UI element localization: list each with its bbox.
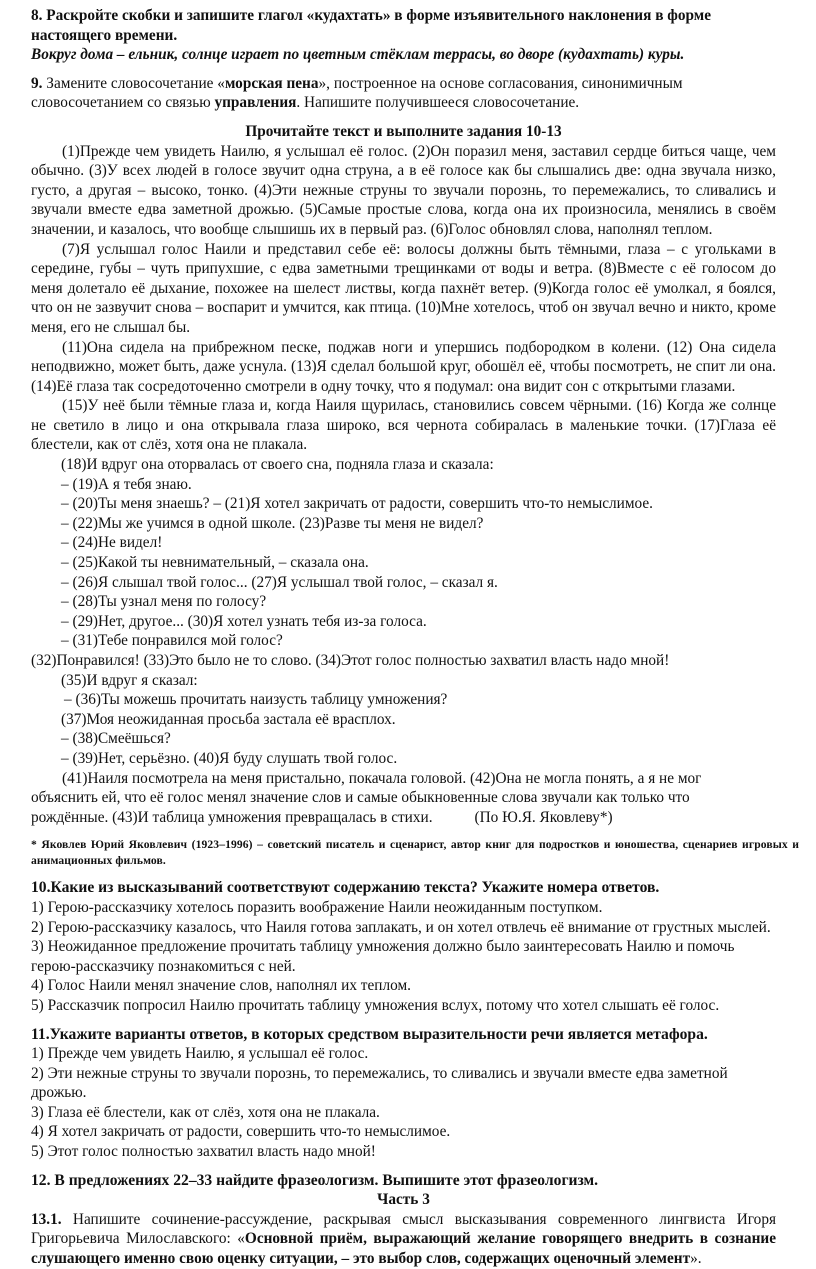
task-11-option: 4) Я хотел закричать от радости, совершить что-то немыслимое. [31, 1123, 451, 1141]
part-3-heading: Часть 3 [377, 1191, 430, 1209]
task-13-closing: ». [690, 1250, 702, 1268]
dialogue-line: – (24)Не видел! [61, 534, 163, 552]
text-paragraph: (15)У неё были тёмные глаза и, когда Наиля щурилась, становились совсем чёрными. (16) Когда же солнце не светило в лицо и она открывала глаза широко, вся чернота собиралась в маленькие точки. (17)Глаза её блестели, как от слёз, хотя она не плакала. [31, 397, 776, 454]
task-8-title: 8. Раскройте скобки и запишите глагол «кудахтать» в форме изъявительного наклонения в форме настоящего времени. [31, 7, 711, 44]
part-3 [31, 1190, 776, 1268]
task-11 [31, 1025, 776, 1162]
text-paragraph: (11)Она сидела на прибрежном песке, поджав ноги и упершись подбородком в колени. (12) Она сидела неподвижно, может быть, даже уснула. (13)Я сделал большой круг, обошёл её, чтобы посмотреть, не спит ли она. (14)Её глаза так сосредоточенно смотрели в одну точку, что я подумал: она видит сон с открытыми глазами. [31, 338, 776, 395]
task-8 [31, 6, 776, 65]
dialogue-line: – (39)Нет, серьёзно. (40)Я буду слушать твой голос. [61, 749, 398, 767]
task-10-option: 5) Рассказчик попросил Наилю прочитать таблицу умножения вслух, потому что хотел слышать её голос. [31, 996, 720, 1014]
task-9-phrase: морская пена [224, 74, 319, 92]
dialogue-line: – (28)Ты узнал меня по голосу? [61, 593, 267, 611]
task-9-number: 9. [31, 74, 43, 92]
task-11-option: 2) Эти нежные струны то звучали порознь, то перемежались, то сливались и звучали вместе едва заметной дрожью. [31, 1064, 728, 1102]
task-11-option: 5) Этот голос полностью захватил власть надо мной! [31, 1143, 376, 1161]
task-9-text-after: . Напишите получившееся словосочетание. [296, 94, 580, 112]
task-9-text-before: Замените словосочетание « [42, 74, 225, 92]
dialogue-line: (35)И вдруг я сказал: [61, 671, 198, 689]
task-10-option: 3) Неожиданное предложение прочитать таблицу умножения должно было заинтересовать Наилю и помочь герою-рассказчику познакомиться с ней. [31, 938, 735, 975]
task-13-number: 13.1. [31, 1210, 62, 1228]
dialogue-line: – (29)Нет, другое... (30)Я хотел узнать тебя из-за голоса. [61, 612, 427, 630]
task-11-option: 1) Прежде чем увидеть Наилю, я услышал её голос. [31, 1045, 369, 1063]
task-13-instruction: Напишите сочинение-рассуждение, раскрывая смысл высказывания современного лингвиста Игоря Григорьевича Милославского: « [31, 1210, 776, 1248]
task-10-option: 1) Герою-рассказчику хотелось поразить воображение Наили неожиданным поступком. [31, 898, 603, 916]
task-12 [31, 1171, 776, 1191]
document-page [31, 6, 799, 1269]
task-10-option: 4) Голос Наили менял значение слов, наполнял их теплом. [31, 977, 411, 995]
task-11-title: 11.Укажите варианты ответов, в которых средством выразительности речи является метафора. [31, 1025, 708, 1043]
task-10 [31, 878, 776, 1015]
dialogue-line: – (20)Ты меня знаешь? – (21)Я хотел закричать от радости, совершить что-то немыслимое. [61, 495, 653, 513]
task-13-quote: Основной приём, выражающий желание говорящего внедрить в сознание слушающего именно свою оценку ситуации, – это выбор слов, содержащих оценочный элемент [31, 1230, 776, 1268]
task-12-title: 12. В предложениях 22–33 найдите фразеологизм. Выпишите этот фразеологизм. [31, 1171, 599, 1189]
task-9-link-type: управления [214, 94, 297, 112]
task-9-text-middle: », построенное на основе согласования, синонимичным словосочетанием со связью [31, 74, 683, 112]
reading-heading: Прочитайте текст и выполните задания 10-13 [245, 122, 562, 140]
dialogue-line: – (38)Смеёшься? [61, 730, 171, 748]
dialogue-line: (32)Понравился! (33)Это было не то слово. (34)Этот голос полностью захватил власть надо мной! [31, 652, 670, 669]
dialogue-line: – (26)Я слышал твой голос... (27)Я услышал твой голос, – сказал я. [61, 573, 498, 591]
dialogue-line: (18)И вдруг она оторвалась от своего сна, подняла глаза и сказала: [61, 456, 494, 474]
task-10-title: 10.Какие из высказываний соответствуют содержанию текста? Укажите номера ответов. [31, 879, 660, 897]
text-final-paragraph [31, 769, 751, 828]
dialogue-line: – (19)А я тебя знаю. [61, 475, 192, 493]
task-9-text [31, 74, 776, 113]
dialogue-line: – (31)Тебе понравился мой голос? [61, 632, 283, 650]
task-9 [31, 74, 776, 113]
dialogue-line: – (22)Мы же учимся в одной школе. (23)Разве ты меня не видел? [61, 514, 484, 532]
task-11-option: 3) Глаза её блестели, как от слёз, хотя она не плакала. [31, 1103, 380, 1121]
final-paragraph-text: (41)Наиля посмотрела на меня пристально, покачала головой. (42)Она не могла понять, а я не мог объяснить ей, что её голос менял значение слов и самые обыкновенные слова звучали как только что рождённые. (43)И таблица умножения превращалась в стихи. [31, 769, 702, 826]
dialogue-line: – (25)Какой ты невнимательный, – сказала она. [61, 554, 369, 572]
task-10-option: 2) Герою-рассказчику казалось, что Наиля готова заплакать, и он хотел отвлечь её внимание от грустных мыслей. [31, 918, 771, 936]
dialogue-line: – (36)Ты можешь прочитать наизусть таблицу умножения? [64, 691, 448, 709]
text-paragraph: (1)Прежде чем увидеть Наилю, я услышал её голос. (2)Он поразил меня, заставил сердце биться чаще, чем обычно. (3)У всех людей в голосе звучит одна струна, а в её голосе как бы слышались две: одна звучала низко, густо, а другая – высоко, тонко. (4)Эти нежные струны то звучали порознь, то перемежались, то сливались и звучали вместе едва заметной дрожью. (5)Самые простые слова, когда она их произносила, менялись в своём значении, и казалось, что вообще слышишь их в первый раз. (6)Голос обновлял слова, наполнял теплом. [31, 142, 776, 238]
reading-text [31, 122, 799, 869]
dialogue-line: (37)Моя неожиданная просьба застала её врасплох. [61, 710, 396, 728]
text-paragraph: (7)Я услышал голос Наили и представил себе её: волосы должны быть тёмными, глаза – с угольками в середине, губы – чуть припухшие, с едва заметными трещинками от воды и ветра. (8)Вместе с её голосом до меня долетало её дыхание, похожее на шелест листвы, когда пахнёт ветер. (9)Когда голос её умолкал, я боялся, что он не зазвучит снова – воспарит и умчится, как птица. (10)Мне хотелось, чтоб он звучал вечно и никто, кроме меня, его не слышал бы. [31, 240, 776, 336]
task-13-text [31, 1210, 776, 1269]
task-8-sentence: Вокруг дома – ельник, солнце играет по цветным стёклам террасы, во дворе (кудахтать) куры. [31, 46, 685, 64]
text-attribution: (По Ю.Я. Яковлеву*) [474, 808, 613, 826]
author-footnote: * Яковлев Юрий Яковлевич (1923–1996) – советский писатель и сценарист, автор книг для подростков и юношества, сценариев игровых и анимационных фильмов. [31, 838, 799, 868]
